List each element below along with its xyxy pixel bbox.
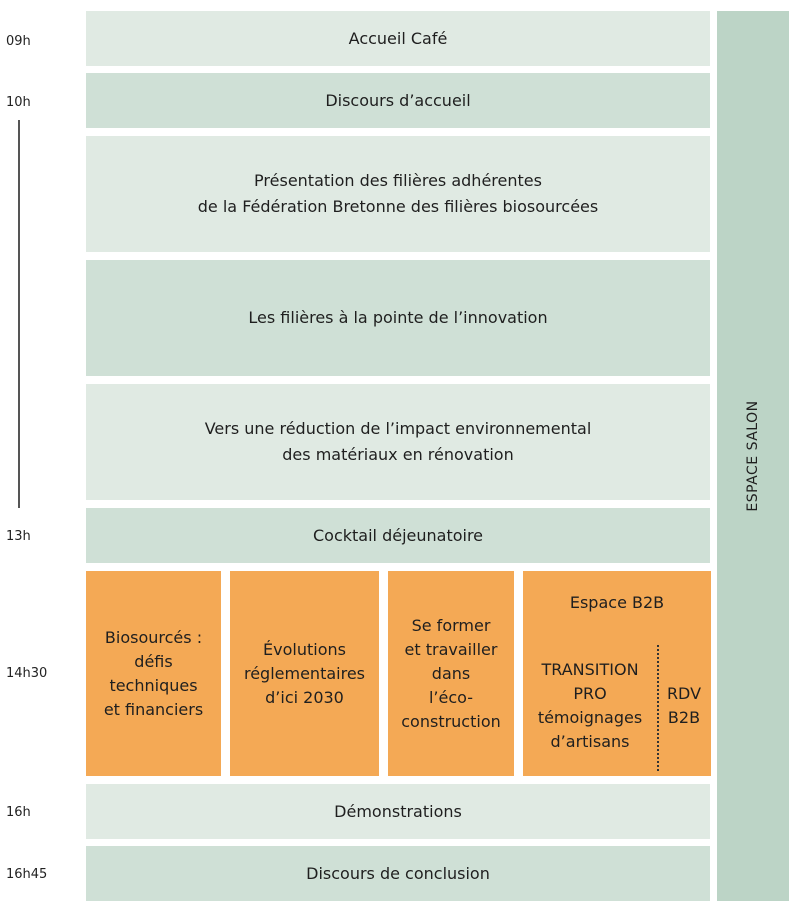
workshop-label-line: l’éco-: [428, 687, 474, 707]
b2b-divider: [657, 645, 659, 771]
workshop-se-former: [388, 571, 514, 776]
espace-salon-sidebar: [717, 11, 789, 901]
session-reduction-impact: [86, 384, 710, 500]
time-13h: 13h: [6, 529, 31, 544]
session-label: Démonstrations: [334, 801, 462, 821]
session-label: Cocktail déjeunatoire: [312, 525, 484, 545]
time-10h: 10h: [6, 95, 31, 110]
timeline-line: [18, 120, 20, 508]
workshop-label-line: Se former: [411, 615, 491, 635]
workshop-label-line: dans: [431, 663, 471, 683]
b2b-rdv: [662, 682, 706, 730]
workshop-label-line: Biosourcés :: [104, 627, 203, 647]
session-label-line-2: des matériaux en rénovation: [282, 445, 514, 464]
session-label-line-1: Vers une réduction de l’impact environnemental: [204, 419, 592, 438]
b2b-label-line: RDV: [666, 684, 702, 703]
b2b-label-line: d’artisans: [550, 732, 630, 751]
session-label-line-2: de la Fédération Bretonne des filières biosourcées: [197, 197, 599, 216]
session-presentation-filieres: [86, 136, 710, 252]
workshop-label-line: Évolutions: [263, 639, 346, 659]
workshop-label-line: construction: [401, 711, 501, 731]
session-conclusion: [86, 846, 710, 901]
b2b-label-line: PRO: [573, 684, 607, 703]
session-label: Les filières à la pointe de l’innovation: [248, 308, 548, 327]
session-label-line-1: Présentation des filières adhérentes: [254, 171, 542, 190]
workshop-label-line: réglementaires: [243, 663, 365, 683]
session-accueil-cafe: [86, 11, 710, 66]
workshop-label-line: et financiers: [103, 699, 204, 719]
b2b-label-line: TRANSITION: [541, 660, 639, 679]
sidebar-label: ESPACE SALON: [745, 400, 761, 512]
b2b-label-line: témoignages: [537, 708, 643, 727]
session-label: Discours de conclusion: [306, 863, 490, 883]
time-14h30: 14h30: [6, 666, 48, 681]
b2b-title: Espace B2B: [569, 593, 665, 612]
time-09h: 09h: [6, 34, 31, 49]
session-discours-accueil: [86, 73, 710, 128]
workshop-label-line: techniques: [109, 675, 198, 695]
workshop-biosources: [86, 571, 221, 776]
session-label: Discours d’accueil: [325, 90, 471, 110]
time-16h: 16h: [6, 805, 31, 820]
time-16h45: 16h45: [6, 867, 48, 882]
session-demonstrations: [86, 784, 710, 839]
b2b-label-line: B2B: [667, 708, 701, 727]
workshop-label-line: d’ici 2030: [265, 687, 344, 707]
b2b-transition-pro: [530, 658, 650, 754]
session-label: Accueil Café: [348, 28, 448, 48]
session-innovation: [86, 260, 710, 376]
workshop-evolutions: [230, 571, 379, 776]
workshop-label-line: défis: [134, 651, 173, 671]
session-cocktail: [86, 508, 710, 563]
workshop-label-line: et travailler: [404, 639, 498, 659]
